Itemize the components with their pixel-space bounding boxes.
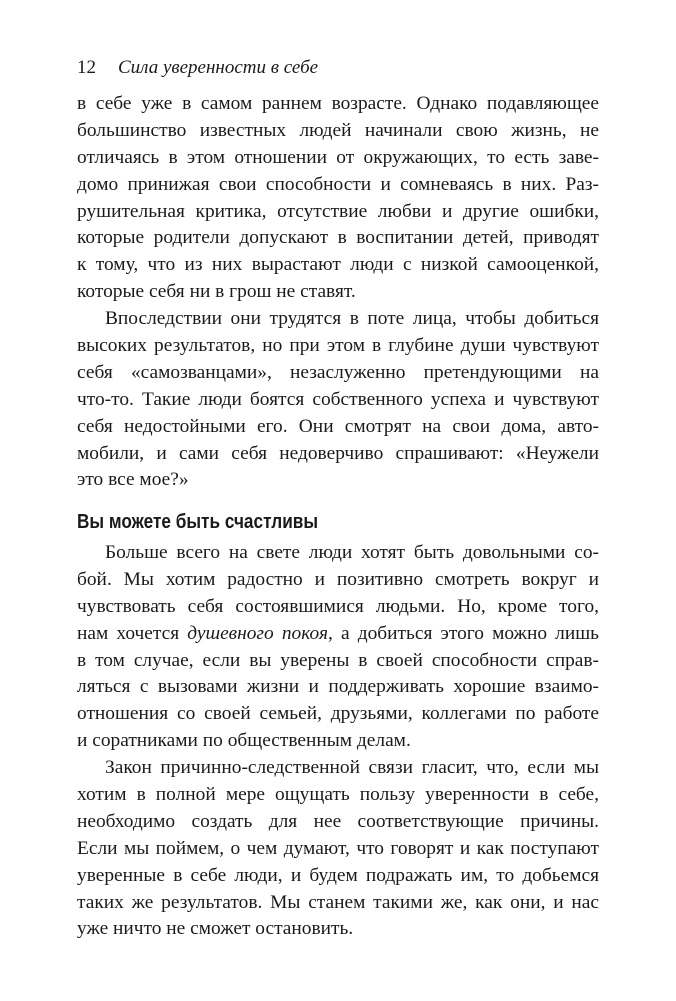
text-line: Закон причинно-следственной связи гласит, что, если мы — [105, 757, 599, 779]
text-line: отличаясь в этом отношении от окружающих, то есть заве- — [77, 146, 599, 168]
section-1-text — [77, 91, 599, 494]
text-line: бой. Мы хотим радостно и позитивно смотреть вокруг и — [77, 568, 599, 590]
text-line: необходимо создать для нее соответствующие причины. — [77, 810, 599, 832]
text-line: в том случае, если вы уверены в своей способности справ- — [77, 649, 599, 671]
text-line: ляться с вызовами жизни и поддерживать хорошие взаимо- — [77, 676, 599, 698]
section-heading: Вы можете быть счастливы — [77, 511, 319, 533]
text-line: уже ничто не сможет остановить. — [77, 918, 354, 940]
text-line: Впоследствии они трудятся в поте лица, чтобы добиться — [105, 308, 599, 330]
paragraph — [77, 306, 599, 494]
text-line: что-то. Такие люди боятся собственного успеха и чувствуют — [77, 388, 599, 410]
text-line: к тому, что из них вырастают люди с низкой самооценкой, — [77, 254, 599, 276]
text-line: это все мое?» — [77, 469, 189, 491]
section-2-text — [77, 540, 599, 943]
emphasized-text: душевного покоя — [187, 622, 328, 644]
text-line — [77, 621, 599, 648]
text-line: которые себя ни в грош не ставят. — [77, 281, 356, 303]
text-segment: , а добиться этого можно лишь — [328, 622, 599, 644]
text-line: себя «самозванцами», незаслуженно претендующими на — [77, 361, 599, 383]
text-line: хотим в полной мере ощущать пользу уверенности в себе, — [77, 784, 599, 806]
running-head — [77, 56, 318, 80]
text-line: и соратниками по общественным делам. — [77, 730, 411, 752]
text-line: мобили, и сами себя недоверчиво спрашивают: «Неужели — [77, 442, 599, 464]
text-line: себя недостойными его. Они смотрят на свои дома, авто- — [77, 415, 599, 437]
text-segment: нам хочется — [77, 622, 188, 644]
paragraph — [77, 540, 599, 755]
paragraph — [77, 91, 599, 306]
text-line: домо принижая свои способности и сомневаясь в них. Раз- — [77, 173, 599, 195]
running-title: Сила уверенности в себе — [118, 57, 319, 78]
text-line: которые родители допускают в воспитании детей, приводят — [77, 227, 599, 249]
text-line: большинство известных людей начинали свою жизнь, не — [77, 119, 599, 141]
page-number: 12 — [77, 57, 96, 78]
text-line: Больше всего на свете люди хотят быть довольными со- — [105, 542, 599, 563]
text-line: Если мы поймем, о чем думают, что говорят и как поступают — [77, 837, 599, 859]
text-line: таких же результатов. Мы станем такими же, как они, и нас — [77, 891, 599, 913]
text-line: в себе уже в самом раннем возрасте. Однако подавляющее — [77, 93, 599, 114]
paragraph — [77, 755, 599, 943]
text-line: чувствовать себя состоявшимися людьми. Но, кроме того, — [77, 595, 599, 617]
text-line: отношения со своей семьей, друзьями, коллегами по работе — [77, 703, 599, 725]
text-line: уверенные в себе люди, и будем подражать им, то добьемся — [77, 864, 599, 886]
text-line: высоких результатов, но при этом в глубине души чувствуют — [77, 335, 599, 357]
text-line: рушительная критика, отсутствие любви и другие ошибки, — [77, 200, 599, 222]
